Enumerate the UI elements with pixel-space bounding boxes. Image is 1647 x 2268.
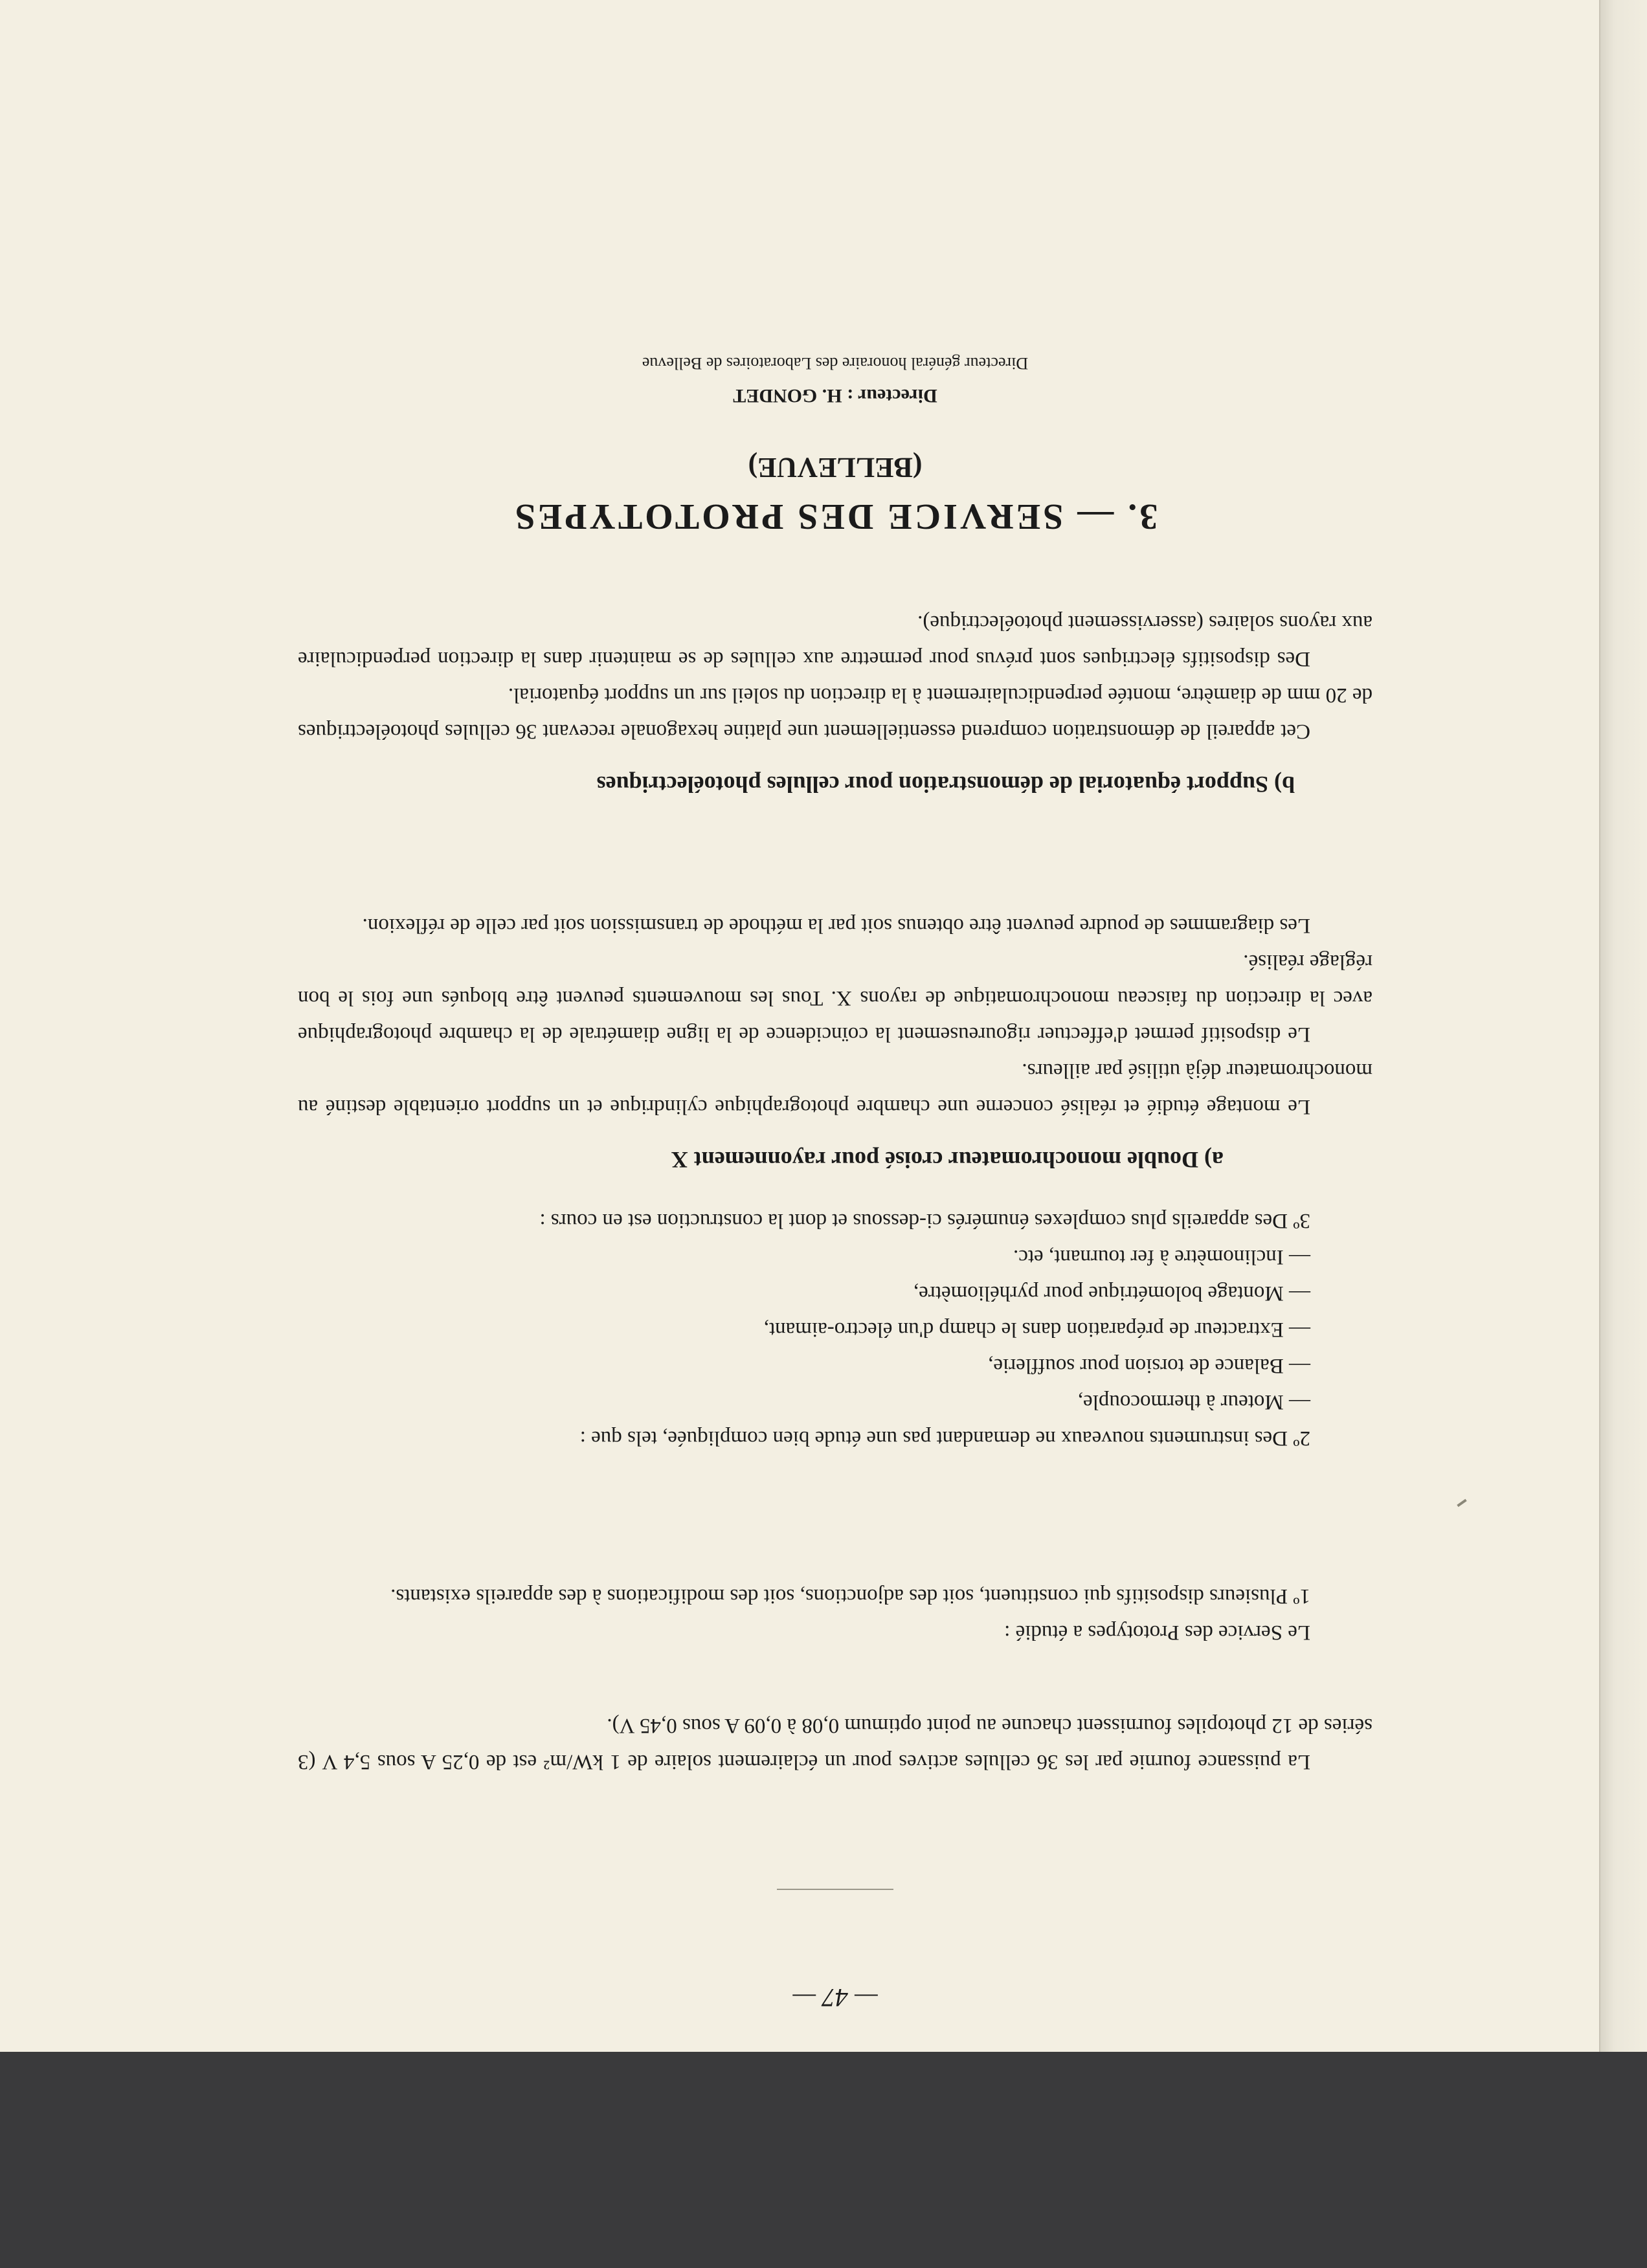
page-number: — 47 — — [792, 1983, 878, 2012]
item-2: 2º Des instruments nouveaux ne demandant pas une étude bien compliquée, tels que : — [579, 1427, 1310, 1450]
section-subtitle: (BELLEVUE) — [748, 452, 923, 484]
sub-b-paragraph-2: Des dispositifs électriques sont prévus pour permettre aux cellules de se maintenir dans la direction perpendiculaire aux rayons solaires (asservissement photoélectrique). — [298, 611, 1372, 671]
list-block — [298, 1209, 1372, 1456]
item-1: 1º Plusieurs dispositifs qui constituent, soit des adjonctions, soit des modifications à des appareils existants. — [390, 1584, 1310, 1608]
list-item: — Inclinomètre à fer tournant, etc. — [1013, 1245, 1310, 1269]
sub-b-block — [298, 570, 1372, 803]
sub-a-title: a) Double monochromateur croisé pour rayonnement X — [671, 1147, 1224, 1173]
sub-a-paragraph-2: Le dispositif permet d'effectuer rigoureusement la coïncidence de la ligne diamétrale de la chambre photographique avec la direction du faisceau monochromatique de rayons X. Tous les mouvements peuvent être bloqués une fois le bon réglage réalisé. — [298, 950, 1372, 1046]
section-title: 3. — SERVICE DES PROTOTYPES — [512, 496, 1158, 537]
intro-text: Le Service des Prototypes a étudié : — [1004, 1621, 1310, 1644]
sub-a-paragraph-3: Les diagrammes de poudre peuvent être obtenus soit par la méthode de transmission soit par celle de réflexion. — [362, 914, 1310, 937]
sub-b-paragraph-3: La puissance fournie par les 36 cellules actives pour un éclairement solaire de 1 kW/m² est de 0,25 A sous 5,4 V (3 séries de 12 photopiles fournissent chacune au point optimum 0,08 à 0,09 A sous 0,45 V). — [298, 1714, 1372, 1773]
items-block — [298, 1456, 1372, 1651]
scan-mark — [1457, 1499, 1466, 1507]
director-line: Directeur : H. GONDET — [733, 385, 937, 406]
sub-a-block — [298, 841, 1372, 1178]
list-item: — Montage bolométrique pour pyrhéliomètre, — [913, 1282, 1310, 1305]
list-item: — Moteur à thermocouple, — [1077, 1390, 1310, 1414]
instrument-list — [298, 1239, 1372, 1420]
sub-b-title: b) Support équatorial de démonstration pour cellules photoélectriques — [596, 772, 1295, 797]
list-item: — Balance de torsion pour soufflerie, — [988, 1354, 1310, 1377]
item-3: 3º Des appareils plus complexes énumérés ci-dessous et dont la construction est en cours : — [539, 1209, 1310, 1232]
director-title: Directeur général honoraire des Laboratoires de Bellevue — [642, 354, 1029, 373]
sub-a-paragraph-1: Le montage étudié et réalisé concerne une chambre photographique cylindrique et un support orientable destiné au monochromateur déjà utilisé par ailleurs. — [298, 1059, 1372, 1118]
list-item: — Extracteur de préparation dans le champ d'un électro-aimant, — [763, 1318, 1310, 1341]
sub-b-paragraph-1: Cet appareil de démonstration comprend essentiellement une platine hexagonale recevant 36 cellules photoélectriques de 20 mm de diamètre, montée perpendiculairement à la direction du soleil sur un support équatorial. — [298, 684, 1372, 743]
page-edge — [1599, 0, 1647, 2052]
scanner-background — [0, 2052, 1647, 2268]
